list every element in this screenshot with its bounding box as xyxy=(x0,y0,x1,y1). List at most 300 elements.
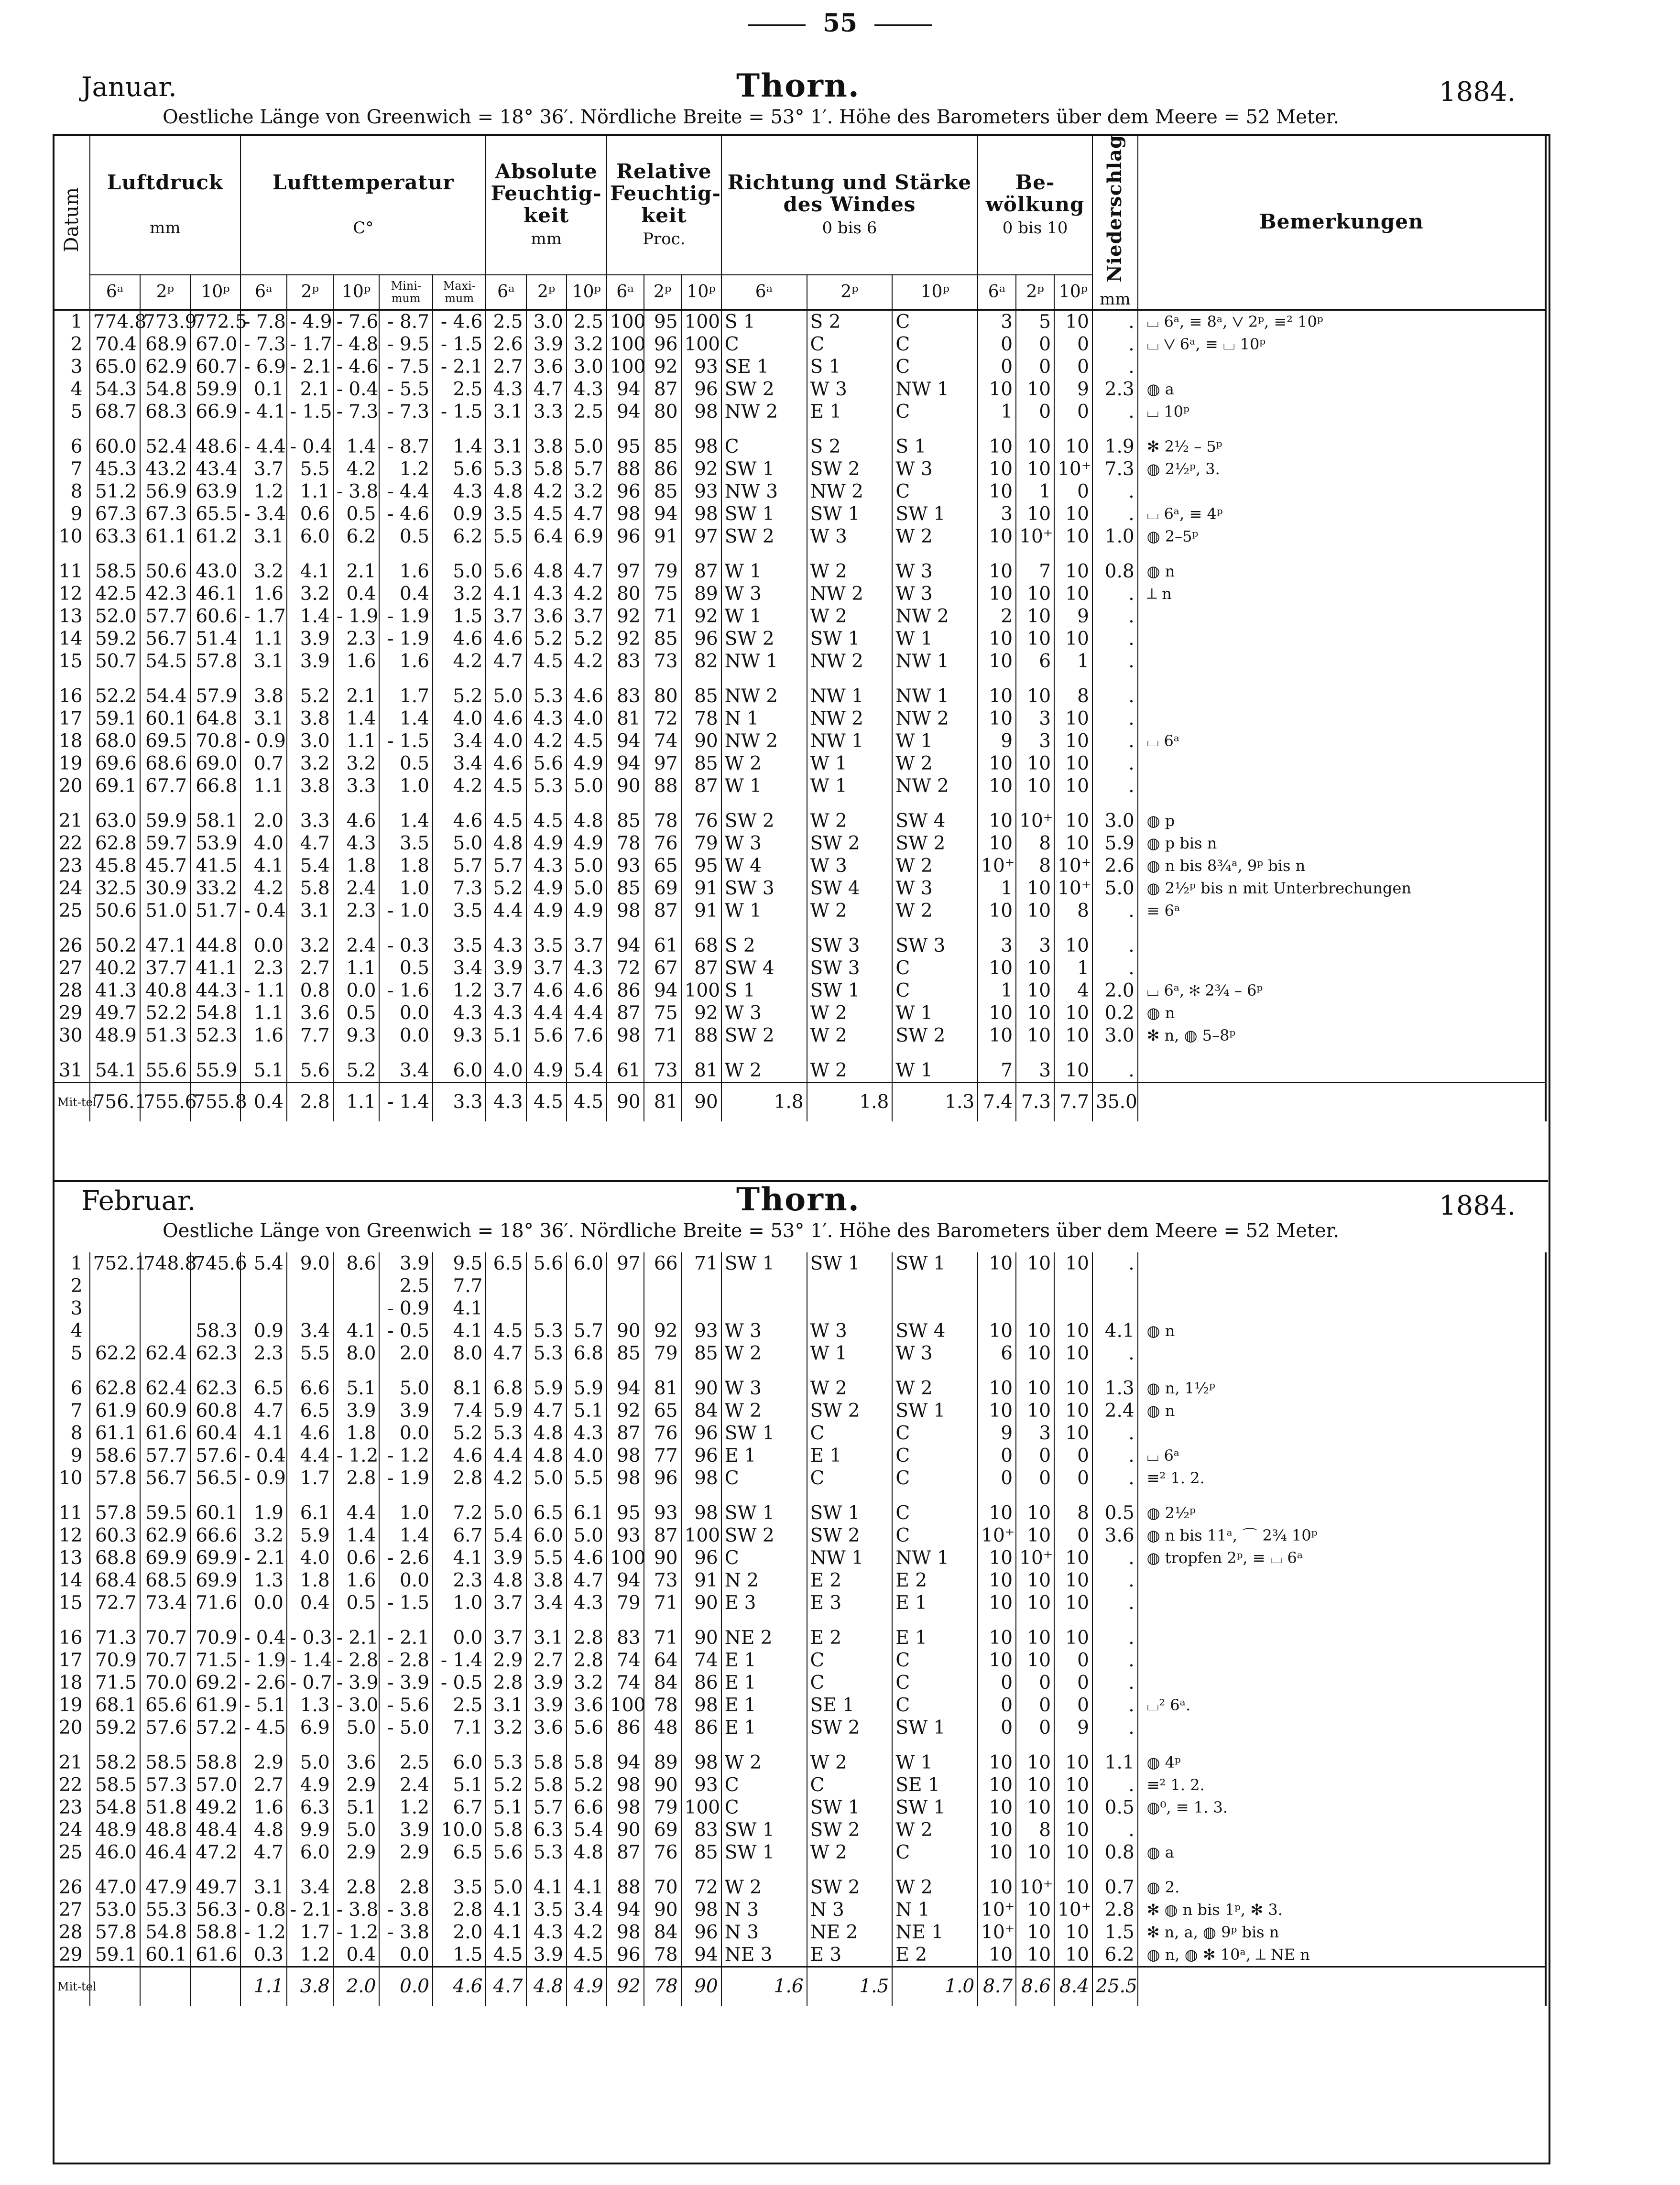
cell-day: 25 xyxy=(58,900,83,922)
table-row xyxy=(55,1774,1546,1796)
cell-day: 18 xyxy=(58,1672,83,1694)
cell-luftdruck-2p: 46.4 xyxy=(140,1841,190,1864)
cell-niederschlag: 3.6 xyxy=(1092,1524,1138,1547)
cell-niederschlag: . xyxy=(1092,707,1138,730)
cell-rel-10p: 96 xyxy=(681,628,721,650)
cell-abs-6a: 4.6 xyxy=(486,707,526,730)
cell-abs-10p: 5.2 xyxy=(567,628,607,650)
mean-wind-6a: 1.6 xyxy=(721,1967,807,2006)
cell-cloud-10p: 0 xyxy=(1054,1467,1092,1489)
cell-rel-6a: 100 xyxy=(607,310,644,333)
cell-luftdruck-2p: 67.3 xyxy=(140,503,190,525)
cell-cloud-2p: 10 xyxy=(1016,1002,1054,1024)
cell-temp-6a: 4.7 xyxy=(240,1841,287,1864)
cell-luftdruck-2p: 68.3 xyxy=(140,401,190,423)
cell-abs-6a: 3.7 xyxy=(486,1592,526,1614)
cell-temp-10p: - 2.1 xyxy=(333,1614,380,1649)
cell-rel-2p: 75 xyxy=(644,583,681,605)
cell-wind-10p: W 1 xyxy=(892,1739,978,1774)
cell-niederschlag: . xyxy=(1092,1592,1138,1614)
january-year: 1884. xyxy=(1439,76,1516,108)
cell-luftdruck-2p: 57.7 xyxy=(140,605,190,628)
cell-temp-max: 3.5 xyxy=(433,1864,486,1899)
cell-wind-10p: S 1 xyxy=(892,423,978,458)
cell-day: 28 xyxy=(58,1922,83,1943)
cell-temp-max: - 1.4 xyxy=(433,1649,486,1672)
cell-cloud-6a: 1 xyxy=(978,979,1016,1002)
cell-abs-2p: 6.5 xyxy=(526,1489,567,1524)
cell-wind-6a: NW 2 xyxy=(721,673,807,707)
cell-temp-max: 10.0 xyxy=(433,1819,486,1841)
cell-cloud-10p: 10 xyxy=(1054,1592,1092,1614)
cell-wind-6a: NW 2 xyxy=(721,401,807,423)
cell-temp-2p: 3.4 xyxy=(287,1864,333,1899)
mean-temp-10p: 1.1 xyxy=(333,1083,380,1122)
cell-rel-6a: 94 xyxy=(607,922,644,957)
cell-niederschlag: 0.5 xyxy=(1092,1489,1138,1524)
cell-wind-10p: SE 1 xyxy=(892,1774,978,1796)
cell-rel-6a: 87 xyxy=(607,1841,644,1864)
col-wind-2p: 2ᵖ xyxy=(807,275,893,310)
cell-temp-max: 2.0 xyxy=(433,1921,486,1944)
table-row xyxy=(55,707,1546,730)
cell-cloud-2p: 10 xyxy=(1016,957,1054,979)
cell-temp-6a: 3.1 xyxy=(240,707,287,730)
cell-cloud-10p: 10 xyxy=(1054,1024,1092,1047)
cell-niederschlag: 0.8 xyxy=(1092,1841,1138,1864)
cell-niederschlag: 2.4 xyxy=(1092,1400,1138,1422)
table-row xyxy=(55,1365,1546,1400)
cell-bemerkungen: ⟂ n xyxy=(1138,583,1546,605)
cell-cloud-10p: 8 xyxy=(1054,1489,1092,1524)
cell-abs-6a: 4.2 xyxy=(486,1467,526,1489)
mean-niederschlag: 25.5 xyxy=(1092,1967,1138,2006)
cell-cloud-6a: 10 xyxy=(978,1400,1016,1422)
cell-temp-min: - 3.9 xyxy=(379,1672,433,1694)
cell-wind-6a: C xyxy=(721,1547,807,1569)
cell-abs-10p: 4.3 xyxy=(567,1422,607,1445)
cell-niederschlag: . xyxy=(1092,1774,1138,1796)
cell-cloud-10p: 10 xyxy=(1054,707,1092,730)
cell-luftdruck-10p: 69.0 xyxy=(190,752,240,775)
cell-niederschlag: . xyxy=(1092,605,1138,628)
cell-wind-2p: E 1 xyxy=(807,1445,893,1467)
cell-bemerkungen: ◍ 2. xyxy=(1138,1864,1546,1899)
cell-temp-2p: 0.6 xyxy=(287,503,333,525)
wind-unit: 0 bis 6 xyxy=(822,218,877,238)
cell-abs-10p: 6.6 xyxy=(567,1796,607,1819)
cell-cloud-6a: 10 xyxy=(978,1365,1016,1400)
cell-rel-2p: 85 xyxy=(644,480,681,503)
cell-wind-2p: E 1 xyxy=(807,401,893,423)
cell-rel-10p: 89 xyxy=(681,583,721,605)
cell-rel-6a: 83 xyxy=(607,650,644,673)
cell-cloud-2p: 10 xyxy=(1016,605,1054,628)
mean-temp-6a: 1.1 xyxy=(240,1967,287,2006)
cell-temp-10p: 2.3 xyxy=(333,628,380,650)
cell-cloud-2p: 10 xyxy=(1016,1739,1054,1774)
cell-luftdruck-2p: 70.7 xyxy=(140,1614,190,1649)
cell-rel-6a: 86 xyxy=(607,1717,644,1739)
col-temp-10p: 10ᵖ xyxy=(333,275,380,310)
cell-rel-6a: 83 xyxy=(607,1614,644,1649)
cell-luftdruck-2p: 65.6 xyxy=(140,1694,190,1717)
cell-luftdruck-10p: 62.3 xyxy=(190,1365,240,1400)
cell-wind-2p: SW 2 xyxy=(807,458,893,480)
cell-abs-6a: 5.8 xyxy=(486,1819,526,1841)
mean-rel-6a: 90 xyxy=(607,1083,644,1122)
cell-rel-2p: 90 xyxy=(644,1547,681,1569)
cell-cloud-2p: 8 xyxy=(1016,832,1054,855)
cell-abs-2p: 5.2 xyxy=(526,628,567,650)
cell-rel-6a: 98 xyxy=(607,1796,644,1819)
col-rel-2p: 2ᵖ xyxy=(644,275,681,310)
cell-temp-2p: 6.0 xyxy=(287,1841,333,1864)
cell-luftdruck-2p: 51.8 xyxy=(140,1796,190,1819)
cell-wind-2p: SW 1 xyxy=(807,979,893,1002)
cell-abs-2p: 4.9 xyxy=(526,900,567,922)
cell-rel-2p: 91 xyxy=(644,525,681,548)
cell-rel-10p: 95 xyxy=(681,855,721,877)
cell-abs-10p: 4.2 xyxy=(567,1921,607,1944)
cell-temp-10p: 3.3 xyxy=(333,775,380,797)
col-wind-6a: 6ᵃ xyxy=(721,275,807,310)
cell-day: 2 xyxy=(70,334,83,356)
cell-wind-10p: SW 2 xyxy=(892,1024,978,1047)
cell-cloud-6a: 3 xyxy=(978,310,1016,333)
cell-abs-2p: 5.8 xyxy=(526,458,567,480)
cell-cloud-10p: 10 xyxy=(1054,1422,1092,1445)
cell-temp-2p: 1.1 xyxy=(287,480,333,503)
cell-cloud-10p: 10 xyxy=(1054,1841,1092,1864)
cell-rel-6a: 97 xyxy=(607,548,644,583)
cell-cloud-10p: 10 xyxy=(1054,1569,1092,1592)
cell-temp-6a: 5.1 xyxy=(240,1047,287,1083)
lufttemperatur-header: Lufttemperatur xyxy=(273,170,454,194)
cell-niederschlag: 0.2 xyxy=(1092,1002,1138,1024)
cell-rel-2p: 96 xyxy=(644,333,681,356)
cell-rel-6a: 88 xyxy=(607,458,644,480)
cell-cloud-2p: 10 xyxy=(1016,1921,1054,1944)
cell-wind-6a: NE 3 xyxy=(721,1944,807,1967)
cell-temp-2p: 3.9 xyxy=(287,650,333,673)
table-row xyxy=(55,730,1546,752)
cell-luftdruck-6a: 41.3 xyxy=(90,979,140,1002)
cell-temp-min: 1.8 xyxy=(379,855,433,877)
cell-wind-10p: W 1 xyxy=(892,1047,978,1083)
cell-luftdruck-6a: 48.9 xyxy=(90,1024,140,1047)
cell-temp-10p: 4.1 xyxy=(333,1320,380,1342)
cell-cloud-2p: 10 xyxy=(1016,775,1054,797)
cell-rel-2p: 78 xyxy=(644,797,681,832)
cell-bemerkungen: ✻ ◍ n bis 1ᵖ, ✻ 3. xyxy=(1138,1899,1546,1921)
cell-temp-min: - 3.8 xyxy=(379,1921,433,1944)
cell-temp-min: - 0.5 xyxy=(379,1320,433,1342)
cell-cloud-6a: 10 xyxy=(978,1614,1016,1649)
cell-abs-6a: 4.1 xyxy=(486,1921,526,1944)
cell-luftdruck-10p: 60.8 xyxy=(190,1400,240,1422)
cell-temp-10p xyxy=(333,1297,380,1320)
cell-luftdruck-10p: 48.4 xyxy=(190,1819,240,1841)
cell-abs-2p: 3.6 xyxy=(526,356,567,378)
cell-bemerkungen: ⌴ 6ᵃ, ≡ 8ᵃ, ⋁ 2ᵖ, ≡² 10ᵖ xyxy=(1138,310,1546,333)
cell-abs-6a: 4.3 xyxy=(486,1002,526,1024)
cell-luftdruck-10p: 57.2 xyxy=(190,1717,240,1739)
cell-temp-max: - 0.5 xyxy=(433,1672,486,1694)
cell-rel-2p: 92 xyxy=(644,1320,681,1342)
cell-luftdruck-6a: 52.0 xyxy=(90,605,140,628)
col-temp-max: Maxi-mum xyxy=(433,275,486,310)
cell-temp-max: 5.0 xyxy=(433,548,486,583)
cell-luftdruck-10p: 67.0 xyxy=(190,333,240,356)
cell-abs-2p: 3.7 xyxy=(526,957,567,979)
cell-niederschlag: . xyxy=(1092,900,1138,922)
cell-abs-6a: 3.1 xyxy=(486,1694,526,1717)
cell-wind-10p: C xyxy=(892,1694,978,1717)
cell-rel-6a: 93 xyxy=(607,855,644,877)
cell-cloud-2p: 10 xyxy=(1016,877,1054,900)
cell-abs-10p: 4.7 xyxy=(567,1569,607,1592)
cell-cloud-10p: 10 xyxy=(1054,775,1092,797)
cell-luftdruck-10p: 69.9 xyxy=(190,1547,240,1569)
cell-rel-6a: 98 xyxy=(607,503,644,525)
cell-wind-6a: W 3 xyxy=(721,832,807,855)
cell-niederschlag: . xyxy=(1092,583,1138,605)
cell-abs-2p: 2.7 xyxy=(526,1649,567,1672)
cell-abs-2p: 5.0 xyxy=(526,1467,567,1489)
col-abs-2p: 2ᵖ xyxy=(526,275,567,310)
cell-temp-10p: - 0.4 xyxy=(333,378,380,401)
cell-temp-10p: 4.4 xyxy=(333,1489,380,1524)
cell-temp-2p: 7.7 xyxy=(287,1024,333,1047)
cell-temp-6a: 4.2 xyxy=(240,877,287,900)
niederschlag-header: Niederschlag xyxy=(1103,135,1126,283)
cell-cloud-10p: 10 xyxy=(1054,548,1092,583)
cell-bemerkungen xyxy=(1138,707,1546,730)
cell-bemerkungen: ◍ p xyxy=(1138,797,1546,832)
cell-luftdruck-2p: 67.7 xyxy=(140,775,190,797)
mean-cloud-10p: 7.7 xyxy=(1054,1083,1092,1122)
cell-luftdruck-2p: 60.1 xyxy=(140,707,190,730)
cell-wind-2p: C xyxy=(807,1774,893,1796)
cell-luftdruck-2p: 54.8 xyxy=(140,1921,190,1944)
cell-niederschlag: 5.0 xyxy=(1092,877,1138,900)
cell-temp-6a: - 7.8 xyxy=(240,310,287,333)
cell-cloud-2p: 0 xyxy=(1016,1445,1054,1467)
cell-abs-6a: 4.6 xyxy=(486,628,526,650)
cell-abs-6a: 5.7 xyxy=(486,855,526,877)
cell-luftdruck-10p: 44.3 xyxy=(190,979,240,1002)
cell-wind-10p xyxy=(892,1275,978,1297)
cell-temp-10p: 0.4 xyxy=(333,1944,380,1967)
cell-luftdruck-10p: 33.2 xyxy=(190,877,240,900)
cell-cloud-6a xyxy=(978,1297,1016,1320)
cell-rel-10p: 98 xyxy=(681,503,721,525)
cell-rel-2p: 96 xyxy=(644,1467,681,1489)
cell-luftdruck-10p: 52.3 xyxy=(190,1024,240,1047)
cell-cloud-6a: 3 xyxy=(978,922,1016,957)
cell-cloud-6a: 10 xyxy=(978,1774,1016,1796)
cell-temp-max: 2.8 xyxy=(433,1899,486,1921)
cell-day: 12 xyxy=(58,1525,83,1546)
cell-wind-10p: C xyxy=(892,480,978,503)
cell-temp-min: - 7.3 xyxy=(379,401,433,423)
cell-wind-6a: C xyxy=(721,333,807,356)
cell-temp-2p: 4.6 xyxy=(287,1422,333,1445)
cell-temp-10p: 1.1 xyxy=(333,730,380,752)
cell-abs-10p: 5.7 xyxy=(567,1320,607,1342)
cell-abs-2p: 4.1 xyxy=(526,1864,567,1899)
cell-cloud-10p: 0 xyxy=(1054,1649,1092,1672)
cell-luftdruck-6a: 48.9 xyxy=(90,1819,140,1841)
cell-temp-10p: 3.2 xyxy=(333,752,380,775)
cell-temp-6a: 4.0 xyxy=(240,832,287,855)
cell-temp-10p: 0.5 xyxy=(333,1002,380,1024)
cell-wind-2p: W 2 xyxy=(807,548,893,583)
col-cloud-6a: 6ᵃ xyxy=(978,275,1016,310)
cell-abs-2p: 3.0 xyxy=(526,310,567,333)
cell-temp-6a: - 2.1 xyxy=(240,1547,287,1569)
cell-luftdruck-6a: 59.1 xyxy=(90,707,140,730)
cell-cloud-10p: 10⁺ xyxy=(1054,855,1092,877)
cell-niederschlag: . xyxy=(1092,1819,1138,1841)
cell-cloud-10p: 10 xyxy=(1054,730,1092,752)
cell-cloud-6a: 0 xyxy=(978,1445,1016,1467)
cell-cloud-6a xyxy=(978,1275,1016,1297)
cell-temp-6a: 4.1 xyxy=(240,1422,287,1445)
cell-cloud-2p: 0 xyxy=(1016,1672,1054,1694)
cell-wind-6a: W 2 xyxy=(721,1400,807,1422)
cell-luftdruck-6a: 68.7 xyxy=(90,401,140,423)
cell-niederschlag: . xyxy=(1092,1672,1138,1694)
col-cloud-10p: 10ᵖ xyxy=(1054,275,1092,310)
cell-bemerkungen xyxy=(1138,1422,1546,1445)
january-table-body xyxy=(55,310,1546,1121)
cell-wind-10p: SW 2 xyxy=(892,832,978,855)
january-city-title: Thorn. xyxy=(736,67,860,104)
cell-luftdruck-6a: 50.7 xyxy=(90,650,140,673)
cell-temp-max: 3.2 xyxy=(433,583,486,605)
table-row xyxy=(55,979,1546,1002)
cell-rel-2p: 72 xyxy=(644,707,681,730)
cell-day: 7 xyxy=(70,1400,83,1422)
cell-temp-6a: 1.3 xyxy=(240,1569,287,1592)
cell-wind-2p: E 2 xyxy=(807,1569,893,1592)
cell-abs-2p: 5.6 xyxy=(526,1024,567,1047)
cell-temp-2p: 6.0 xyxy=(287,525,333,548)
cell-day: 31 xyxy=(58,1060,83,1082)
cell-luftdruck-10p: 66.8 xyxy=(190,775,240,797)
cell-cloud-6a: 0 xyxy=(978,1717,1016,1739)
cell-niederschlag: . xyxy=(1092,1445,1138,1467)
cell-temp-6a: - 1.7 xyxy=(240,605,287,628)
cell-temp-2p: 4.1 xyxy=(287,548,333,583)
cell-rel-2p: 61 xyxy=(644,922,681,957)
cell-abs-10p: 4.6 xyxy=(567,1547,607,1569)
cell-niederschlag: 0.5 xyxy=(1092,1796,1138,1819)
cell-temp-10p: 6.2 xyxy=(333,525,380,548)
cell-luftdruck-2p: 55.3 xyxy=(140,1899,190,1921)
cell-rel-10p: 100 xyxy=(681,979,721,1002)
table-row xyxy=(55,1467,1546,1489)
cell-abs-6a: 3.7 xyxy=(486,605,526,628)
cell-temp-6a: 1.6 xyxy=(240,1024,287,1047)
cell-niederschlag xyxy=(1092,1275,1138,1297)
cell-rel-10p: 85 xyxy=(681,752,721,775)
cell-abs-10p: 4.5 xyxy=(567,1944,607,1967)
cell-niederschlag: 0.7 xyxy=(1092,1864,1138,1899)
table-row xyxy=(55,458,1546,480)
cell-rel-2p: 70 xyxy=(644,1864,681,1899)
cell-cloud-2p: 0 xyxy=(1016,1694,1054,1717)
cell-temp-min: - 1.2 xyxy=(379,1445,433,1467)
cell-rel-10p: 98 xyxy=(681,1489,721,1524)
cell-luftdruck-2p xyxy=(140,1275,190,1297)
cell-rel-6a: 80 xyxy=(607,583,644,605)
cell-wind-6a: W 1 xyxy=(721,605,807,628)
cell-luftdruck-6a: 63.0 xyxy=(90,797,140,832)
cell-abs-6a: 6.8 xyxy=(486,1365,526,1400)
cell-temp-min: 2.0 xyxy=(379,1342,433,1365)
cell-luftdruck-10p: 48.6 xyxy=(190,423,240,458)
cell-rel-2p: 79 xyxy=(644,548,681,583)
cell-luftdruck-2p: 40.8 xyxy=(140,979,190,1002)
cell-day: 22 xyxy=(58,1774,83,1796)
cell-luftdruck-10p: 61.9 xyxy=(190,1694,240,1717)
cell-rel-6a xyxy=(607,1297,644,1320)
cell-temp-min: - 1.9 xyxy=(379,1467,433,1489)
cell-wind-2p: C xyxy=(807,1467,893,1489)
cell-temp-10p: 1.8 xyxy=(333,855,380,877)
cell-wind-6a: W 2 xyxy=(721,752,807,775)
mean-wind-2p: 1.5 xyxy=(807,1967,893,2006)
cell-cloud-2p: 0 xyxy=(1016,1467,1054,1489)
cell-luftdruck-6a: 50.6 xyxy=(90,900,140,922)
cell-wind-6a: E 1 xyxy=(721,1445,807,1467)
cell-temp-2p: - 2.1 xyxy=(287,1899,333,1921)
cell-rel-2p: 80 xyxy=(644,673,681,707)
cell-niederschlag: . xyxy=(1092,1694,1138,1717)
cell-cloud-6a: 0 xyxy=(978,1694,1016,1717)
cell-rel-6a: 94 xyxy=(607,1899,644,1921)
cell-rel-10p: 83 xyxy=(681,1819,721,1841)
wind-header: Richtung und Stärke des Windes xyxy=(727,170,972,216)
cell-wind-6a: W 2 xyxy=(721,1342,807,1365)
cell-temp-10p: 1.4 xyxy=(333,423,380,458)
table-row xyxy=(55,1672,1546,1694)
cell-day: 28 xyxy=(58,980,83,1002)
cell-wind-2p: SW 2 xyxy=(807,1717,893,1739)
cell-cloud-6a: 10 xyxy=(978,1024,1016,1047)
cell-rel-10p: 91 xyxy=(681,1569,721,1592)
table-row xyxy=(55,1445,1546,1467)
cell-bemerkungen: ◍ 2–5ᵖ xyxy=(1138,525,1546,548)
cell-luftdruck-2p: 43.2 xyxy=(140,458,190,480)
cell-temp-min: - 4.4 xyxy=(379,480,433,503)
cell-temp-min: 0.0 xyxy=(379,1944,433,1967)
cell-temp-2p: 2.1 xyxy=(287,378,333,401)
cell-temp-2p: 3.2 xyxy=(287,583,333,605)
cell-temp-6a: 1.1 xyxy=(240,1002,287,1024)
cell-rel-6a: 94 xyxy=(607,401,644,423)
cell-luftdruck-6a: 54.1 xyxy=(90,1047,140,1083)
cell-cloud-6a: 10 xyxy=(978,900,1016,922)
cell-temp-6a: 1.2 xyxy=(240,480,287,503)
cell-temp-2p: 5.4 xyxy=(287,855,333,877)
cell-temp-6a: - 0.9 xyxy=(240,730,287,752)
table-row xyxy=(55,628,1546,650)
mean-cloud-2p: 8.6 xyxy=(1016,1967,1054,2006)
